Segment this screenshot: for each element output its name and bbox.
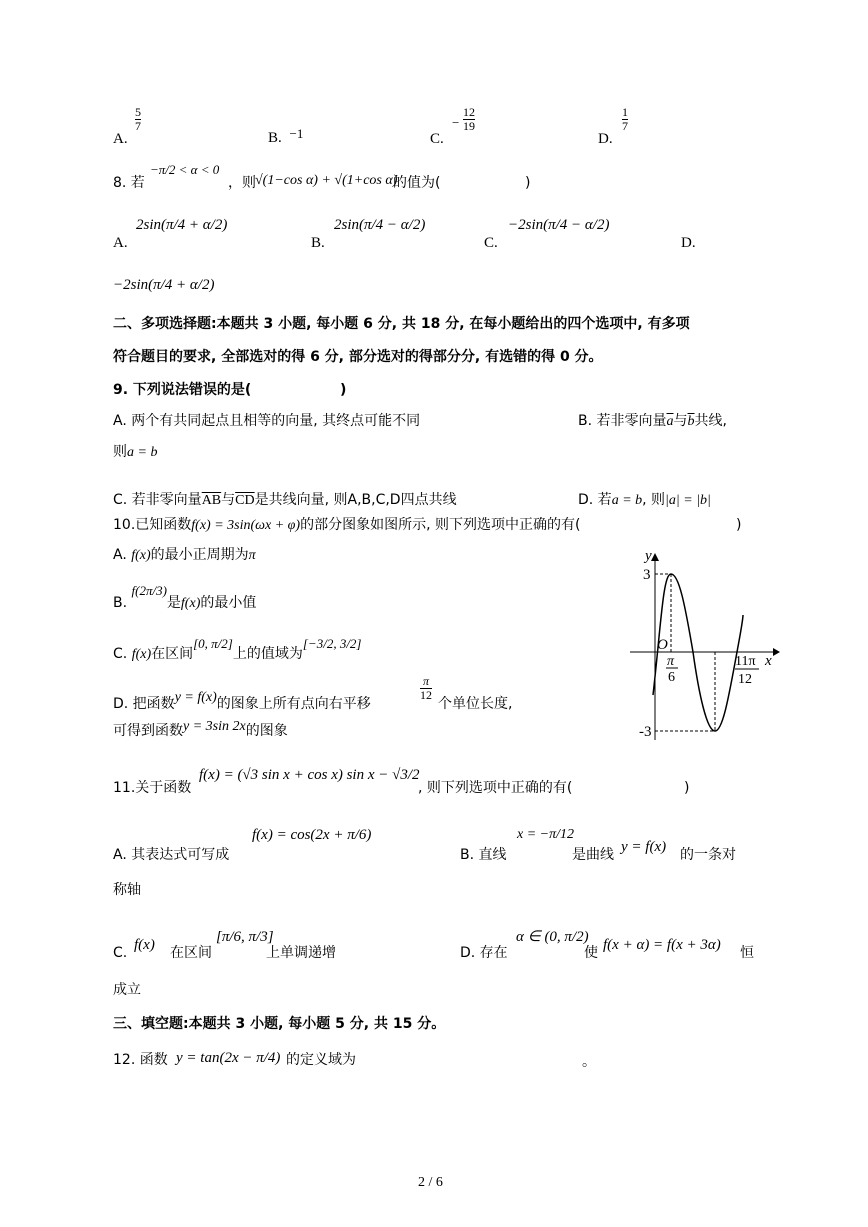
q8-option-a-label: A. (113, 235, 128, 251)
q10-b-pre: B. (113, 595, 128, 611)
q7-option-d-num: 1 (622, 105, 628, 119)
graph-x-tick2-den: 12 (738, 672, 752, 687)
q7-option-c-den: 19 (463, 119, 475, 134)
q10-d-shift (420, 675, 432, 702)
q9-b-line2-pre: 则 (113, 444, 127, 460)
graph-y-label: y (645, 548, 652, 564)
section2-line2: 符合题目的要求, 全部选对的得 6 分, 部分选对的得部分分, 有选错的得 0 分。 (113, 349, 603, 365)
q10-d-end: 个单位长度, (438, 696, 513, 712)
q11-option-b-line: x = −π/12 (517, 827, 575, 842)
graph-origin: O (657, 637, 668, 653)
q10-d-line2-pre: 可得到函数 (113, 723, 183, 739)
q11-func: f(x) = (√3 sin x + cos x) sin x − √3/2 (199, 767, 420, 783)
q7-option-c-label: C. (430, 131, 444, 147)
q10-close: ) (736, 517, 742, 533)
q10-d-shift-num: π (422, 674, 429, 688)
q9-b-mid: 与 (673, 413, 688, 429)
q10-d-shift-fraction (420, 675, 432, 702)
q11-d-cond: α ∈ (0, π/2) (516, 929, 589, 945)
graph-x-tick1-num: π (667, 654, 675, 669)
q10-c-mid2: 上的值域为 (232, 646, 303, 662)
q7-option-c (430, 105, 475, 147)
q8-stem (113, 176, 145, 190)
q9-c-end: 是共线向量, 则A,B,C,D四点共线 (254, 492, 457, 508)
q10-d-pre: D. 把函数 (113, 696, 175, 712)
q10-d-line2-end: 的图象 (245, 723, 288, 739)
q7-option-a-den: 7 (135, 119, 141, 134)
q12-func: y = tan(2x − π/4) (176, 1050, 281, 1066)
q11-option-a-expr: f(x) = cos(2x + π/6) (252, 827, 372, 843)
q11-c-func: f(x) (134, 937, 155, 953)
q11-option-b-mid: 是曲线 (572, 847, 614, 863)
graph-x-tick2-num: 11π (735, 654, 756, 669)
q11-option-b-curve: y = f(x) (621, 839, 667, 855)
q9-c-vec1: $\overline{AB}$ (201, 493, 222, 508)
q11-c-pre: C. (113, 945, 128, 961)
q8-close: ) (525, 175, 531, 191)
q9-close: ) (340, 382, 347, 398)
q12-post: 的定义域为 (286, 1052, 356, 1068)
q7-option-a-label: A. (113, 131, 128, 147)
q9-d-eq: a = b (611, 493, 643, 508)
q10-a-val: π (248, 548, 256, 563)
q8-option-b-label: B. (311, 235, 325, 251)
q12-pre: 12. 函数 (113, 1052, 168, 1068)
q7-option-d-label: D. (598, 131, 613, 147)
q11-option-c (113, 946, 127, 961)
q11-c-mid: 在区间 (170, 945, 212, 961)
q9-d-pre: D. 若 (578, 492, 612, 508)
q9-b-part1: B. 若非零向量 (578, 413, 667, 429)
q10-option-d-line2 (113, 719, 288, 739)
q11-option-b-end: 的一条对 (680, 847, 736, 863)
q10-d-shift-den: 12 (420, 688, 432, 703)
q11-stem-pre: 11.关于函数 (113, 780, 192, 796)
q10-d-func: y = f(x) (174, 690, 217, 705)
q10-a-pre: A. (113, 547, 127, 563)
q10-c-interval: [0, π/2] (193, 636, 233, 651)
q9-option-d (578, 493, 711, 508)
q9-b-end: 共线, (694, 413, 727, 429)
q9-d-mid: , 则 (642, 492, 666, 508)
q11-d-end: 恒 (740, 945, 754, 961)
q9-d-result: |a| = |b| (665, 493, 711, 508)
q9-b-vec1: $\overline{a}$ (666, 414, 674, 429)
graph-x-tick1-den: 6 (668, 670, 675, 685)
q8-text-mid: ，则 (228, 175, 256, 191)
q10-option-d (113, 690, 371, 712)
q11-d-eq: f(x + α) = f(x + 3α) (603, 937, 721, 953)
q11-c-end: 上单调递增 (266, 945, 336, 961)
q7-option-a (113, 105, 141, 147)
graph-y-max: 3 (643, 567, 651, 583)
graph-x-label: x (765, 653, 772, 669)
q8-expression: √(1−cos α) + √(1+cos α) (255, 173, 398, 188)
q11-c-interval: [π/6, π/3] (216, 929, 274, 945)
q9-c-pre: C. 若非零向量 (113, 492, 202, 508)
q10-c-mid: 在区间 (151, 646, 194, 662)
q11-d-wrap: 成立 (113, 982, 141, 998)
page-number: 2 / 6 (418, 1175, 443, 1190)
q8-text-end: 的值为( (393, 175, 441, 191)
q7-option-c-fraction (463, 106, 475, 133)
section3-line: 三、填空题:本题共 3 小题, 每小题 5 分, 共 15 分。 (113, 1016, 446, 1032)
q7-option-c-sign: − (452, 115, 460, 130)
q11-close: ) (684, 780, 690, 796)
q8-option-c: −2sin(π/4 − α/2) (508, 217, 610, 233)
q7-option-a-fraction (135, 106, 141, 133)
q11-option-a-pre: A. 其表达式可写成 (113, 847, 230, 863)
q10-a-post: 的最小正周期为 (150, 547, 249, 563)
q9-option-b (578, 414, 727, 429)
q10-stem (113, 518, 580, 533)
q7-option-b-label: B. (268, 130, 282, 146)
q8-option-d: −2sin(π/4 + α/2) (113, 277, 215, 293)
q9-option-c (113, 493, 457, 508)
q11-option-b-pre: B. 直线 (460, 847, 507, 863)
q7-option-a-num: 5 (135, 105, 141, 119)
q10-c-func: f(x) (131, 647, 152, 662)
q11-option-b-wrap: 称轴 (113, 882, 141, 898)
q10-b-func: f(2π/3) (131, 583, 167, 598)
q11-stem-post: , 则下列选项中正确的有( (418, 780, 573, 796)
q7-option-d (598, 105, 628, 147)
q8-number: 8. 若 (113, 175, 145, 191)
q10-option-c (113, 636, 362, 662)
q8-condition: −π/2 < α < 0 (150, 162, 220, 177)
q7-option-d-fraction (622, 106, 628, 133)
q10-c-pre: C. (113, 646, 128, 662)
q10-a-func: f(x) (131, 548, 151, 563)
q11-d-mid: 使 (584, 945, 598, 961)
q10-d-post: 的图象上所有点向右平移 (216, 696, 371, 712)
q8-option-a: 2sin(π/4 + α/2) (136, 217, 228, 233)
q10-stem-post: 的部分图象如图所示, 则下列选项中正确的有( (300, 517, 581, 533)
graph-y-min: -3 (639, 724, 652, 740)
x-axis-arrow (773, 648, 780, 656)
q9-b-vec2: $\overline{b}$ (687, 414, 695, 429)
q10-option-a (113, 548, 256, 563)
q9-b-line2-eq: a = b (127, 445, 158, 460)
q10-option-b (113, 583, 257, 611)
section2-line1: 二、多项选择题:本题共 3 小题, 每小题 6 分, 共 18 分, 在每小题给出的四个选项中, 有多项 (113, 316, 690, 332)
q10-b-post: 是 (166, 595, 181, 611)
y-axis-arrow (651, 553, 659, 561)
q10-stem-pre: 10.已知函数 (113, 517, 192, 533)
q7-option-b (268, 126, 304, 146)
q8-option-c-label: C. (484, 235, 498, 251)
q8-option-b: 2sin(π/4 − α/2) (334, 217, 426, 233)
q11-option-d-pre: D. 存在 (460, 945, 508, 961)
q10-b-func2: f(x) (180, 596, 201, 611)
q10-d-line2-func: y = 3sin 2x (183, 719, 246, 734)
sine-graph (625, 545, 785, 745)
q9-c-vec2: $\overline{CD}$ (235, 493, 255, 508)
q12-end: 。 (582, 1054, 596, 1070)
q9-option-b-line2 (113, 445, 157, 460)
q10-func: f(x) = 3sin(ωx + φ) (191, 518, 301, 533)
q10-b-end: 的最小值 (200, 595, 257, 611)
q7-option-b-value: −1 (289, 126, 304, 141)
q10-c-range: [−3/2, 3/2] (302, 636, 362, 651)
q7-option-d-den: 7 (622, 119, 628, 134)
q7-option-c-num: 12 (463, 105, 475, 119)
q9-option-a: A. 两个有共同起点且相等的向量, 其终点可能不同 (113, 413, 421, 429)
q9-c-mid: 与 (221, 492, 236, 508)
q8-option-d-label: D. (681, 235, 696, 251)
q9-stem: 9. 下列说法错误的是( (113, 382, 252, 398)
